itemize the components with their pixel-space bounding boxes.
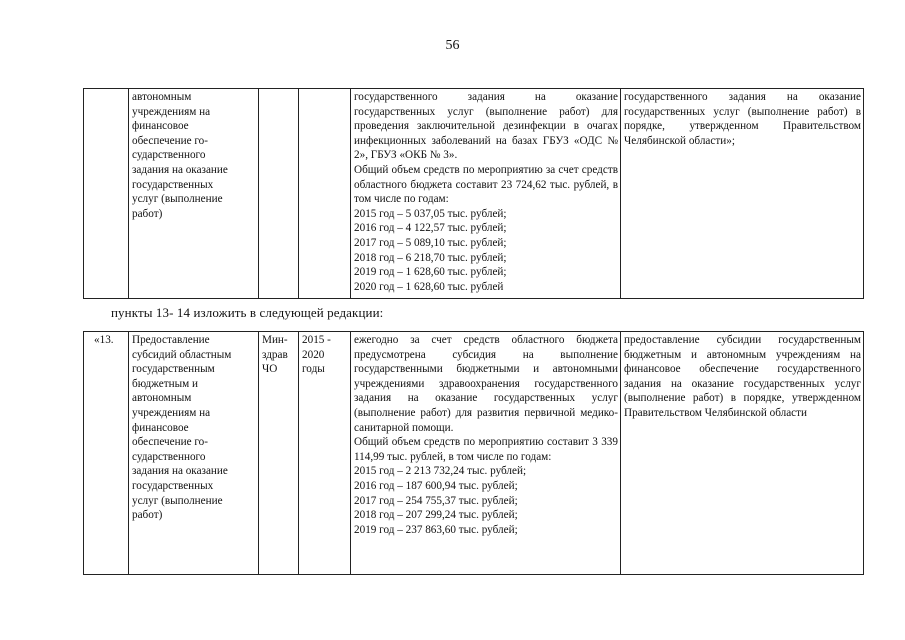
text-line: услуг (выполнение <box>132 494 223 507</box>
table-row <box>84 89 864 299</box>
cell-number <box>84 332 129 575</box>
text-line: автономным <box>132 91 192 103</box>
cell-executor <box>259 332 299 575</box>
text-line: задания на оказание <box>132 465 228 478</box>
description-text: ежегодно за счет средств областного бюджета предусмотрена субсидия на выполнение государственными бюджетными и автономными учреждениями здравоохранения государственного задания на оказание государственных услуг (выполнение работ) для развития первичной медико-санитарной помощи. <box>354 334 618 434</box>
text-line: задания на оказание <box>132 163 228 176</box>
text-line: Предоставление <box>132 334 210 346</box>
text-line: сударственного <box>132 149 206 162</box>
text-line: учреждениям на <box>132 105 211 118</box>
result-text: предоставление субсидии государственным бюджетным и автономным учреждениям на финансовое обеспечение государственного задания на оказание государственных услуг (выполнение работ) в порядке, утвержденном Правительством Челябинской области <box>624 334 861 419</box>
cell-result <box>621 332 864 575</box>
text-line: бюджетным и <box>132 377 198 390</box>
year-line: 2017 год – 254 755,37 тыс. рублей; <box>354 494 518 507</box>
instruction-text: пункты 13- 14 изложить в следующей редакции: <box>111 305 384 320</box>
funding-text: Общий объем средств по мероприятию за счет средств областного бюджета составит 23 724,62 тыс. рублей, в том числе по годам: <box>354 163 618 206</box>
cell-number <box>84 89 129 299</box>
year-line: 2016 год – 187 600,94 тыс. рублей; <box>354 479 518 492</box>
table-continuation <box>83 88 864 299</box>
text-line: государственным <box>132 363 215 376</box>
table-item-13 <box>83 331 864 575</box>
year-line: 2018 год – 207 299,24 тыс. рублей; <box>354 509 518 522</box>
text-line: финансовое <box>132 421 189 434</box>
text-line: обеспечение го- <box>132 134 208 147</box>
text-line: здрав <box>262 348 288 361</box>
cell-result <box>621 89 864 299</box>
table-row <box>84 332 864 575</box>
cell-event-name <box>129 332 259 575</box>
text-line: 2020 <box>302 348 325 361</box>
text-line: финансовое <box>132 120 189 133</box>
cell-description <box>351 332 621 575</box>
text-line: сударственного <box>132 450 206 463</box>
funding-text: Общий объем средств по мероприятию составит 3 339 114,99 тыс. рублей, в том числе по годам: <box>354 436 618 463</box>
text-line: работ) <box>132 509 163 522</box>
item-number: «13. <box>94 334 114 346</box>
text-line: обеспечение го- <box>132 436 208 449</box>
cell-period <box>299 332 351 575</box>
year-line: 2019 год – 237 863,60 тыс. рублей; <box>354 523 518 536</box>
cell-event-name <box>129 89 259 299</box>
cell-period <box>299 89 351 299</box>
text-line: годы <box>302 363 325 376</box>
text-line: автономным <box>132 392 192 405</box>
cell-description <box>351 89 621 299</box>
year-line: 2017 год – 5 089,10 тыс. рублей; <box>354 236 507 249</box>
year-line: 2015 год – 5 037,05 тыс. рублей; <box>354 207 507 220</box>
year-line: 2016 год – 4 122,57 тыс. рублей; <box>354 222 507 235</box>
text-line: 2015 - <box>302 334 331 346</box>
text-line: Мин- <box>262 334 288 346</box>
text-line: государственных <box>132 178 214 191</box>
result-text: государственного задания на оказание государственных услуг (выполнение работ) в порядке, утвержденном Правительством Челябинской области»; <box>624 91 861 147</box>
text-line: учреждениям на <box>132 406 211 419</box>
text-line: услуг (выполнение <box>132 193 223 206</box>
description-text: государственного задания на оказание государственных услуг (выполнение работ) для проведения заключительной дезинфекции в очагах инфекционных заболеваний на базах ГБУЗ «ОДС № 2», ГБУЗ «ОКБ № 3». <box>354 91 618 162</box>
year-line: 2019 год – 1 628,60 тыс. рублей; <box>354 266 507 279</box>
year-line: 2020 год – 1 628,60 тыс. рублей <box>354 280 504 293</box>
text-line: работ) <box>132 207 163 220</box>
cell-executor <box>259 89 299 299</box>
year-line: 2018 год – 6 218,70 тыс. рублей; <box>354 251 507 264</box>
text-line: государственных <box>132 479 214 492</box>
year-line: 2015 год – 2 213 732,24 тыс. рублей; <box>354 465 527 478</box>
page-number: 56 <box>445 38 460 53</box>
text-line: субсидий областным <box>132 348 232 361</box>
text-line: ЧО <box>262 363 278 376</box>
